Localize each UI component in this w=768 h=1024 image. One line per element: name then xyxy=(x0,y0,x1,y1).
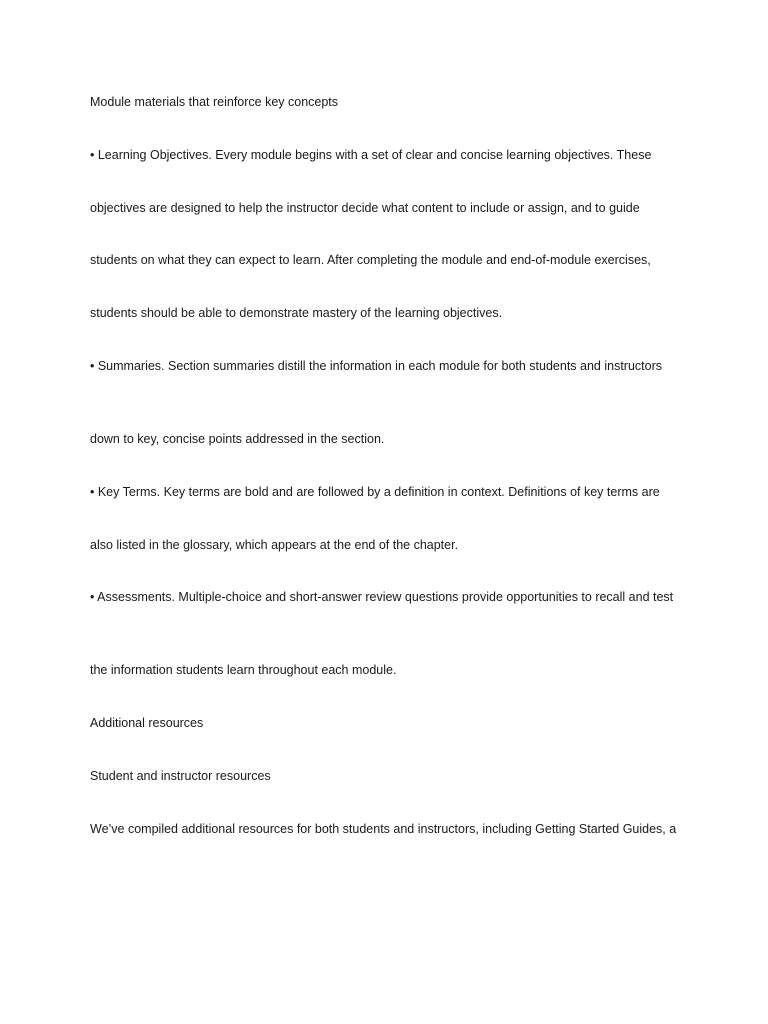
heading-module-materials: Module materials that reinforce key concepts xyxy=(90,95,339,109)
paragraph-learning-objectives: • Learning Objectives. Every module begins with a set of clear and concise learning objectives. These xyxy=(90,148,652,162)
paragraph-text: down to key, concise points addressed in the section. xyxy=(90,432,385,446)
paragraph-text: students on what they can expect to learn. After completing the module and end-of-module exercises, xyxy=(90,253,651,267)
paragraph-key-terms: • Key Terms. Key terms are bold and are followed by a definition in context. Definitions of key terms are xyxy=(90,485,660,499)
paragraph-resources: We’ve compiled additional resources for both students and instructors, including Getting Started Guides, a xyxy=(90,822,677,836)
paragraph-text: students should be able to demonstrate mastery of the learning objectives. xyxy=(90,306,503,320)
paragraph-text: also listed in the glossary, which appears at the end of the chapter. xyxy=(90,538,459,552)
paragraph-summaries: • Summaries. Section summaries distill the information in each module for both students and instructors xyxy=(90,359,662,373)
heading-additional-resources: Additional resources xyxy=(90,716,204,730)
paragraph-text: the information students learn throughout each module. xyxy=(90,663,397,677)
paragraph-assessments: • Assessments. Multiple-choice and short-answer review questions provide opportunities to recall and test xyxy=(90,590,674,604)
heading-student-instructor-resources: Student and instructor resources xyxy=(90,769,271,783)
paragraph-text: objectives are designed to help the instructor decide what content to include or assign, and to guide xyxy=(90,201,640,215)
